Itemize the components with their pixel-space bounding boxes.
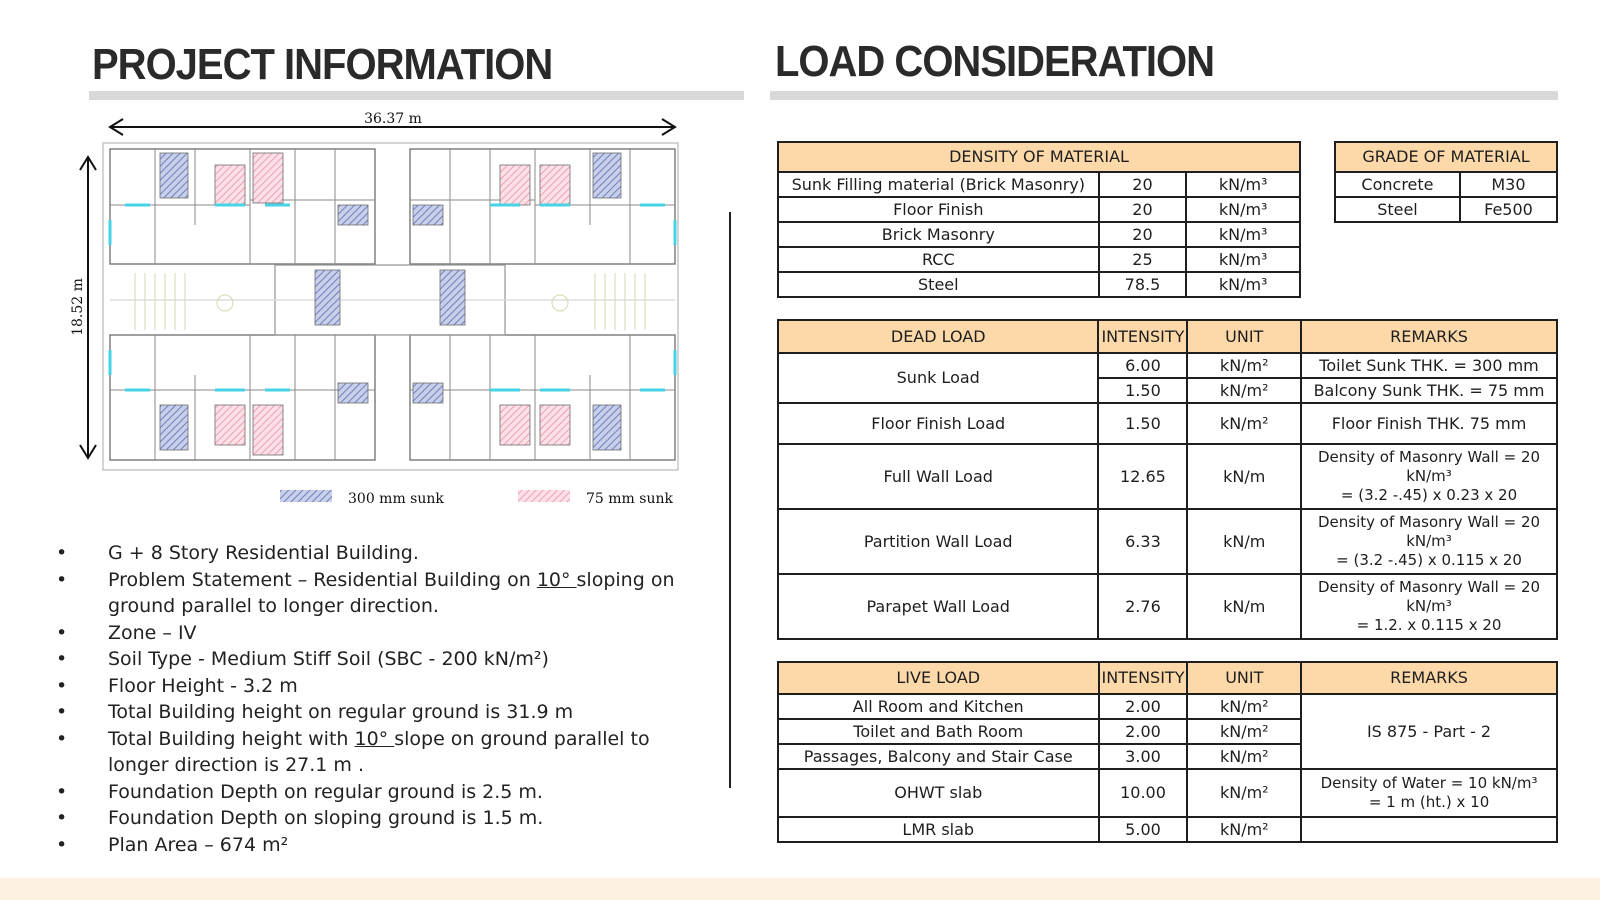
density-row-value: 78.5 — [1099, 272, 1187, 297]
density-row-value: 20 — [1099, 172, 1187, 197]
parapet-wall-load-name: Parapet Wall Load — [778, 574, 1098, 639]
height-dimension-label: 18.52 m — [70, 278, 86, 336]
footer-band — [0, 878, 1600, 900]
room-kitchen-intensity: 2.00 — [1099, 694, 1188, 719]
list-item-text: Total Building height with — [108, 727, 355, 750]
density-row-unit: kN/m³ — [1186, 172, 1300, 197]
list-item-text: Soil Type - Medium Stiff Soil (SBC - 200 kN/m²) — [108, 648, 549, 670]
floor-finish-load-remarks: Floor Finish THK. 75 mm — [1301, 403, 1557, 444]
lmr-slab-unit: kN/m² — [1187, 817, 1301, 842]
floor-finish-load-name: Floor Finish Load — [778, 403, 1098, 444]
staircases — [135, 273, 645, 330]
density-row-name: Brick Masonry — [778, 222, 1099, 247]
list-item-text: Problem Statement – Residential Building on — [108, 568, 537, 591]
sunk-load-intensity: 1.50 — [1098, 378, 1187, 403]
density-row-name: Steel — [778, 272, 1099, 297]
is-875-remarks: IS 875 - Part - 2 — [1301, 694, 1557, 769]
density-row-unit: kN/m³ — [1186, 247, 1300, 272]
list-item-text: sloping on ground parallel to longer direction. — [108, 568, 675, 617]
remark-line: Density of Masonry Wall = 20 — [1317, 513, 1541, 531]
bullet-icon: • — [56, 568, 68, 591]
room-kitchen-name: All Room and Kitchen — [778, 694, 1099, 719]
density-row-value: 20 — [1099, 197, 1187, 222]
density-of-material-table — [777, 141, 1301, 298]
grade-title: GRADE OF MATERIAL — [1335, 142, 1557, 172]
lmr-slab-intensity: 5.00 — [1099, 817, 1188, 842]
intensity-header: INTENSITY — [1099, 662, 1188, 694]
density-row-value: 20 — [1099, 222, 1187, 247]
grade-row-name: Concrete — [1335, 172, 1460, 197]
intensity-header: INTENSITY — [1098, 320, 1187, 353]
lmr-slab-name: LMR slab — [778, 817, 1099, 842]
partition-wall-load-name: Partition Wall Load — [778, 509, 1098, 574]
underlined-angle: 10° — [354, 727, 395, 750]
list-item — [56, 540, 706, 567]
parapet-wall-load-remarks — [1301, 574, 1557, 639]
passages-intensity: 3.00 — [1099, 744, 1188, 769]
density-row-name: Floor Finish — [778, 197, 1099, 222]
parapet-wall-load-unit: kN/m — [1187, 574, 1301, 639]
remark-line: Density of Masonry Wall = 20 — [1317, 448, 1541, 466]
room-kitchen-unit: kN/m² — [1187, 694, 1301, 719]
list-item — [56, 832, 706, 859]
list-item — [56, 699, 706, 726]
sunk-load-remarks: Toilet Sunk THK. = 300 mm — [1301, 353, 1557, 378]
bullet-icon: • — [56, 542, 68, 564]
density-row-value: 25 — [1099, 247, 1187, 272]
toilet-bath-name: Toilet and Bath Room — [778, 719, 1099, 744]
ohwt-slab-unit: kN/m² — [1187, 769, 1301, 817]
partition-wall-load-remarks — [1301, 509, 1557, 574]
remark-line: = (3.2 -.45) x 0.115 x 20 — [1336, 551, 1522, 569]
remark-line: = (3.2 -.45) x 0.23 x 20 — [1340, 486, 1518, 504]
lmr-slab-remarks — [1301, 817, 1557, 842]
project-details-list — [56, 540, 706, 858]
partition-wall-load-intensity: 6.33 — [1098, 509, 1187, 574]
bullet-icon: • — [56, 780, 68, 803]
list-item-text: Foundation Depth on regular ground is 2.5 m. — [108, 780, 543, 803]
remark-line: = 1 m (ht.) x 10 — [1368, 793, 1490, 811]
list-item — [56, 620, 706, 647]
remark-line: kN/m³ — [1406, 467, 1452, 485]
interior-walls — [110, 149, 675, 460]
list-item — [56, 805, 706, 832]
parapet-wall-load-intensity: 2.76 — [1098, 574, 1187, 639]
legend-swatch-300mm — [280, 490, 332, 502]
density-title: DENSITY OF MATERIAL — [778, 142, 1300, 172]
underlined-angle: 10° — [536, 568, 577, 591]
passages-unit: kN/m² — [1187, 744, 1301, 769]
remark-line: = 1.2. x 0.115 x 20 — [1356, 616, 1502, 634]
load-consideration-heading: LOAD CONSIDERATION — [775, 38, 1215, 86]
remark-line: kN/m³ — [1406, 532, 1452, 550]
passages-name: Passages, Balcony and Stair Case — [778, 744, 1099, 769]
legend-300mm-sunk: 300 mm sunk — [348, 491, 444, 507]
list-item — [56, 726, 706, 779]
list-item-text: Total Building height on regular ground is 31.9 m — [108, 701, 574, 723]
list-item — [56, 646, 706, 673]
grade-of-material-table — [1334, 141, 1558, 223]
full-wall-load-remarks — [1301, 444, 1557, 509]
density-row-unit: kN/m³ — [1186, 197, 1300, 222]
full-wall-load-unit: kN/m — [1187, 444, 1301, 509]
list-item-text: Plan Area – 674 m² — [108, 833, 289, 856]
legend-swatch-75mm — [518, 490, 570, 502]
list-item-text: Foundation Depth on sloping ground is 1.5 m. — [108, 807, 544, 829]
sunk-load-name: Sunk Load — [778, 353, 1098, 403]
density-row-unit: kN/m³ — [1186, 222, 1300, 247]
list-item — [56, 673, 706, 700]
list-item-text: Zone – IV — [108, 621, 197, 644]
list-item-text: slope on ground parallel to longer direction is 27.1 m . — [108, 727, 650, 776]
grade-row-name: Steel — [1335, 197, 1460, 222]
bullet-icon: • — [56, 727, 68, 750]
ohwt-slab-remarks — [1301, 769, 1557, 817]
list-item — [56, 779, 706, 806]
sunk-load-remarks: Balcony Sunk THK. = 75 mm — [1301, 378, 1557, 403]
unit-header: UNIT — [1187, 320, 1301, 353]
list-item-text: G + 8 Story Residential Building. — [108, 542, 419, 564]
dead-load-table — [777, 319, 1558, 640]
full-wall-load-intensity: 12.65 — [1098, 444, 1187, 509]
bullet-icon: • — [56, 833, 68, 856]
project-information-heading: PROJECT INFORMATION — [92, 41, 553, 89]
toilet-bath-intensity: 2.00 — [1099, 719, 1188, 744]
bullet-icon: • — [56, 621, 68, 644]
balcony-sunk-areas — [215, 153, 570, 455]
full-wall-load-name: Full Wall Load — [778, 444, 1098, 509]
floor-plan — [65, 105, 705, 525]
live-load-table — [777, 661, 1558, 843]
bullet-icon: • — [56, 807, 68, 829]
grade-row-value: M30 — [1460, 172, 1557, 197]
toilet-bath-unit: kN/m² — [1187, 719, 1301, 744]
vertical-divider — [729, 212, 731, 788]
density-row-name: RCC — [778, 247, 1099, 272]
partition-wall-load-unit: kN/m — [1187, 509, 1301, 574]
floor-finish-load-intensity: 1.50 — [1098, 403, 1187, 444]
floor-plan-drawing — [65, 105, 705, 525]
density-row-name: Sunk Filling material (Brick Masonry) — [778, 172, 1099, 197]
ohwt-slab-name: OHWT slab — [778, 769, 1099, 817]
sunk-load-unit: kN/m² — [1187, 378, 1301, 403]
bullet-icon: • — [56, 674, 68, 697]
legend-75mm-sunk: 75 mm sunk — [586, 491, 673, 507]
building-outline — [103, 143, 678, 470]
density-row-unit: kN/m³ — [1186, 272, 1300, 297]
live-load-header: LIVE LOAD — [778, 662, 1099, 694]
bullet-icon: • — [56, 648, 68, 670]
remark-line: Density of Masonry Wall = 20 — [1317, 578, 1541, 596]
list-item-text: Floor Height - 3.2 m — [108, 674, 298, 697]
windows — [110, 205, 675, 390]
list-item — [56, 567, 706, 620]
dead-load-header: DEAD LOAD — [778, 320, 1098, 353]
remarks-header: REMARKS — [1301, 320, 1557, 353]
floor-finish-load-unit: kN/m² — [1187, 403, 1301, 444]
sunk-load-unit: kN/m² — [1187, 353, 1301, 378]
bullet-icon: • — [56, 701, 68, 723]
project-heading-underline — [89, 91, 744, 100]
width-dimension-label: 36.37 m — [364, 111, 422, 127]
remarks-header: REMARKS — [1301, 662, 1557, 694]
unit-header: UNIT — [1187, 662, 1301, 694]
sunk-load-intensity: 6.00 — [1098, 353, 1187, 378]
load-heading-underline — [770, 91, 1558, 100]
remark-line: Density of Water = 10 kN/m³ — [1320, 774, 1538, 792]
grade-row-value: Fe500 — [1460, 197, 1557, 222]
remark-line: kN/m³ — [1406, 597, 1452, 615]
ohwt-slab-intensity: 10.00 — [1099, 769, 1188, 817]
